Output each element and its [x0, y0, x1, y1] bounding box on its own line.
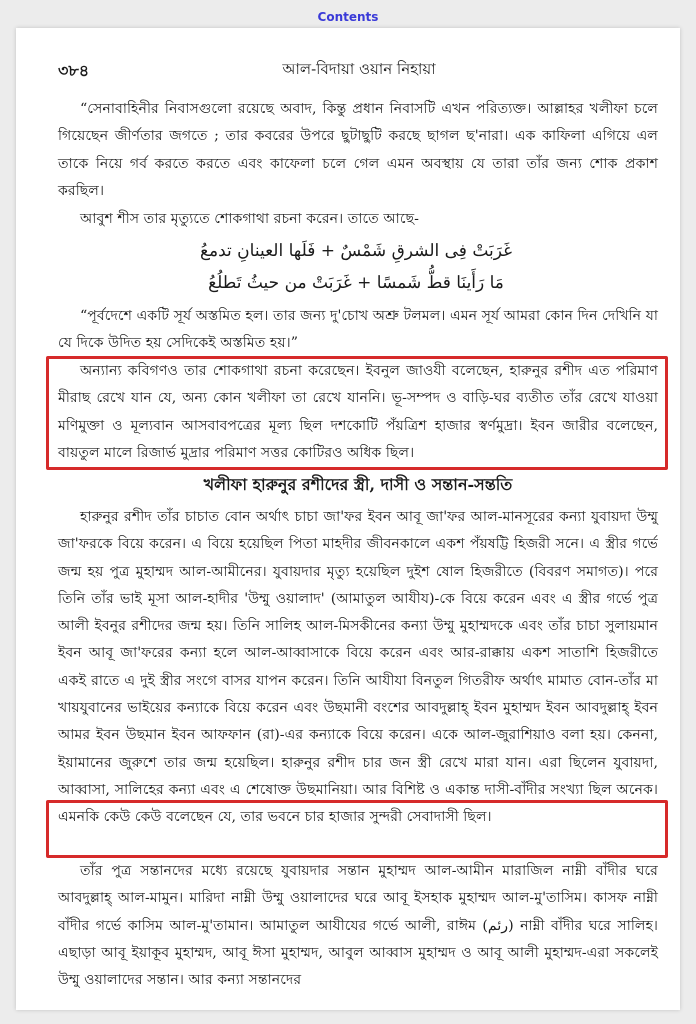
paragraph-poem-translation: “পূর্বদেশে একটি সূর্য অস্তমিত হল। তার জন্য দু'চোখ অশ্রু টলমল। এমন সূর্য আমরা কোন দিন দেখিনি যা যে দিকে উদিত হয় সেদিকেই অস্তমিত হয়।”: [58, 308, 658, 352]
paragraph-abush-shis: আবুশ শীস তার মৃত্যুতে শোকগাথা রচনা করেন। তাতে আছে-: [80, 211, 419, 227]
section-heading: খলীফা হারুনুর রশীদের স্ত্রী, দাসী ও সন্তান-সন্ততি: [203, 475, 513, 494]
page-number: ৩৮৪: [58, 61, 90, 80]
book-page: [16, 28, 680, 1010]
poem-line-2: مَا رَأَينَا قطُّ شَمسًا + غَرَبَتْ من حيثُ تَطلُعُ: [208, 273, 504, 293]
page-header: [58, 58, 660, 82]
paragraph-wives: হারুনুর রশীদ তাঁর চাচাত বোন অর্থাৎ চাচা জা'ফর ইবন আবূ জা'ফর আল-মানসূরের কন্যা যুবায়দা উম্মু জা'ফরকে বিয়ে করেন। এ বিয়ে হয়েছিল পিতা মাহদীর জীবনকালে একশ পঁয়ষট্টি হিজরী সনে। এ স্ত্রীর গর্ভে জন্ম হয় পুত্র মুহাম্মদ আল-আমীনের। যুবায়দার মৃত্যু হয়েছিল দুইশ ষোল হিজরীতে (বিবরণ সমাগত)। পরে তিনি তাঁর ভাই মূসা আল-হাদীর 'উম্মু ওয়ালাদ' (আমাতুল আযীয)-কে বিয়ে করেন এবং এ স্ত্রীর গর্ভে পুত্র আলী ইবনুর রশীদের জন্ম হয়। তিনি সালিহ আল-মিসকীনের কন্যা উম্মু মুহাম্মদকে এবং তাঁর চাচা সুলায়মান ইবন আবূ জা'ফরের কন্যা হলে আল-আব্বাসাকে বিয়ে করেন এবং আর-রাক্কায় একশ সাতাশি হিজরীতে একই রাতে এ দুই স্ত্রীর সংগে বাসর যাপন করেন। তিনি আযীযা বিনতুল গিতরীফ অর্থাৎ মামাত বোন-তাঁর মা খায়যুবানের ভাইয়ের কন্যাকে বিয়ে করেন এবং উছমানী বংশের আবদুল্লাহ্‌ ইবন মুহাম্মদ ইবন আবদুল্লাহ্‌ ইবন আমর ইবন উছমান ইবন আফফান (রা)-এর কন্যাকে বিয়ে করেন। একে আল-জুরাশিয়াও বলা হয়। কেননা, ইয়ামানের জুরুশে তার জন্ম হয়েছিল। হারুনুর রশীদ চার জন স্ত্রী রেখে মারা যান। এরা ছিলেন যুবায়দা, আব্বাসা, সালিহের কন্যা এবং এ শেষোক্ত উছমানিয়া। আর বিশিষ্ট ও একান্ত দাসী-বাঁদীর সংখ্যা ছিল অনেক। এমনকি কেউ কেউ বলেছেন যে, তার ভবনে চার হাজার সুন্দরী সেবাদাসী ছিল।: [58, 509, 658, 826]
running-title: আল-বিদায়া ওয়ান নিহায়া: [282, 60, 436, 78]
contents-link[interactable]: Contents: [317, 10, 379, 24]
paragraph-elegy-intro: “সেনাবাহিনীর নিবাসগুলো রয়েছে অবাদ, কিন্তু প্রধান নিবাসটি এখন পরিত্যক্ত। আল্লাহর খলীফা চলে গিয়েছেন জীর্ণতার জগতে ; তার কবরের উপরে ছুটাছুটি করছে ছাগল ছ'নারা। এক কাফিলা এগিয়ে এল তাকে নিয়ে গর্ব করতে করতে এবং কাফেলা চলে গেল এমন অবস্থায় যে তারা তাঁর জন্য শোক প্রকাশ করছিল।: [58, 101, 658, 199]
paragraph-children: তাঁর পুত্র সন্তানদের মধ্যে রয়েছে যুবায়দার সন্তান মুহাম্মদ আল-আমীন মারাজিল নাম্নী বাঁদীর ঘরে আবদুল্লাহ্‌ আল-মামুন। মারিদা নাম্নী উম্মু ওয়ালাদের ঘরে আবূ ইসহাক মুহাম্মদ আল-মু'তাসিম। কাসফ নাম্নী বাঁদীর গর্ভে কাসিম আল-মু'তামান। আমাতুল আযীযের গর্ভে আলী, রাঈম (رئم) নাম্নী বাঁদীর ঘরে সালিহ। এছাড়া আবূ ইয়াকূব মুহাম্মদ, আবূ ঈসা মুহাম্মদ, আবুল আব্বাস মুহাম্মদ ও আবূ আলী মুহাম্মদ-এরা সকলেই উম্মু ওয়ালাদের সন্তান। আর কন্যা সন্তানদের: [58, 863, 659, 989]
paragraph-inheritance: অন্যান্য কবিগণও তার শোকগাথা রচনা করেছেন। ইবনুল জাওযী বলেছেন, হারুনুর রশীদ এত পরিমাণ মীরাছ রেখে যান যে, অন্য কোন খলীফা তা রেখে যাননি। ভূ-সম্পদ ও বাড়ি-ঘর ব্যতীত তাঁর রেখে যাওয়া মণিমুক্তা ও মূল্যবান আসবাবপত্রের মূল্য ছিল দশকোটি পঁয়ত্রিশ হাজার স্বর্ণমুদ্রা। ইবন জারীর বলেছেন, বায়তুল মালে রিজার্ভ মুদ্রার পরিমাণ সত্তর কোটিরও অধিক ছিল।: [58, 363, 658, 461]
poem-line-1: غَرَبَتْ فِى الشرقِ شَمْسٌ + فَلَها العينانِ تدمعُ: [199, 241, 513, 261]
